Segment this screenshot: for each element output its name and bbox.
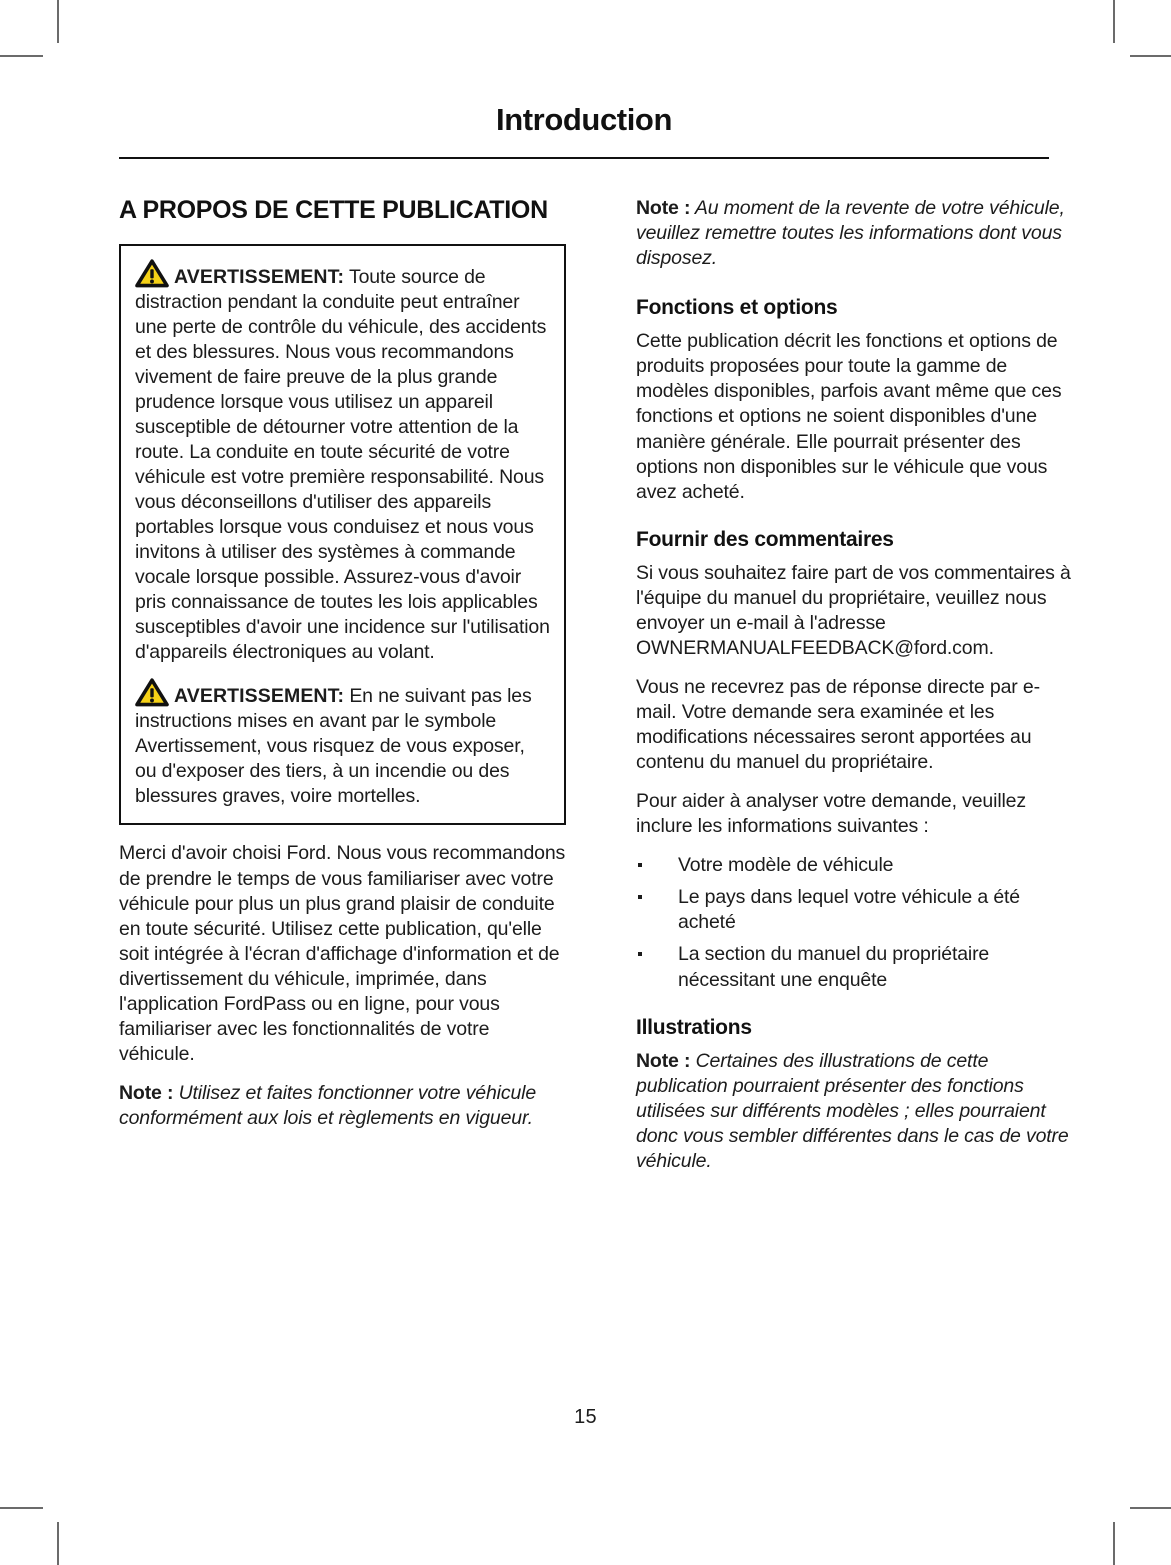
- subheading-features-options: Fonctions et options: [636, 296, 838, 320]
- warning-text-2: En ne suivant pas les instructions mises en avant par le symbole Avertissement, vous risquez de vous exposer, ou d'exposer des tiers, à un incendie ou des blessures graves, voire mortelles.: [135, 685, 532, 808]
- crop-mark-top-left-vertical: [57, 0, 59, 43]
- paragraph-feedback-no-reply: Vous ne recevrez pas de réponse directe par e-mail. Votre demande sera examinée et les modifications nécessaires seront apportées au contenu du manuel du propriétaire.: [636, 676, 1040, 774]
- feedback-info-list: [636, 853, 1079, 992]
- subheading-provide-feedback: Fournir des commentaires: [636, 527, 894, 551]
- crop-mark-bottom-left-vertical: [57, 1522, 59, 1565]
- page-number: 15: [574, 1406, 597, 1428]
- warning-label-2: AVERTISSEMENT:: [174, 685, 345, 708]
- bullet-dot-icon: [638, 952, 642, 956]
- crop-mark-bottom-left-horizontal: [0, 1507, 43, 1509]
- header-divider: [119, 157, 1049, 159]
- crop-mark-top-right-horizontal: [1130, 55, 1171, 57]
- list-item: [636, 885, 1079, 935]
- bullet-dot-icon: [638, 895, 642, 899]
- list-item-label: Le pays dans lequel votre véhicule a été acheté: [678, 886, 1020, 934]
- warning-triangle-icon: [135, 259, 169, 288]
- note-label: Note :: [636, 197, 691, 219]
- left-column: [119, 196, 566, 1188]
- warning-text-1: Toute source de distraction pendant la conduite peut entraîner une perte de contrôle du véhicule, des accidents et des blessures. Nous vous recommandons vivement de faire preuve de la plus grande prudence lorsque vous utilisez un appareil susceptible de détourner votre attention de la route. La conduite en toute sécurité de votre véhicule est votre première responsabilité. Nous vous déconseillons d'utiliser des appareils portables lorsque vous conduisez et nous vous invitons à utiliser des systèmes à commande vocale lorsque possible. Assurez-vous d'avoir pris connaissance de toutes les lois applicables susceptibles d'avoir une incidence sur l'utilisation d'appareils électroniques au volant.: [135, 265, 550, 664]
- subheading-illustrations: Illustrations: [636, 1015, 752, 1039]
- section-heading-about-publication: A PROPOS DE CETTE PUBLICATION: [119, 196, 548, 224]
- warning-paragraph-2: [135, 678, 550, 809]
- paragraph-features-options: Cette publication décrit les fonctions et options de produits proposées pour toute la gamme de modèles disponibles, parfois avant même que ces fonctions et options ne soient disponibles d'une manière générale. Elle pourrait présenter des options non disponibles sur le véhicule que vous avez acheté.: [636, 330, 1062, 503]
- right-column: [636, 196, 1079, 1188]
- list-item-label: Votre modèle de véhicule: [678, 854, 894, 877]
- note-illustrations: [636, 1049, 1079, 1174]
- crop-mark-top-left-horizontal: [0, 55, 43, 57]
- paragraph-feedback-email: Si vous souhaitez faire part de vos commentaires à l'équipe du manuel du propriétaire, veuillez nous envoyer un e-mail à l'adresse OWNERMANUALFEEDBACK@ford.com.: [636, 561, 1071, 659]
- warning-paragraph-1: [135, 259, 550, 666]
- note-text: Au moment de la revente de votre véhicule, veuillez remettre toutes les informations dont vous disposez.: [636, 197, 1065, 270]
- note-text: Certaines des illustrations de cette publication pourraient présenter des fonctions utilisées sur différents modèles ; elles pourraient donc vous sembler différentes dans le cas de votre véhicule.: [636, 1049, 1069, 1172]
- crop-mark-bottom-right-horizontal: [1130, 1507, 1171, 1509]
- note-text: Utilisez et faites fonctionner votre véhicule conformément aux lois et règlements en vigueur.: [119, 1081, 537, 1129]
- list-item: [636, 853, 1079, 878]
- paragraph-thank-you: Merci d'avoir choisi Ford. Nous vous recommandons de prendre le temps de vous familiariser avec votre véhicule pour plus un plus grand plaisir de conduite en toute sécurité. Utilisez cette publication, qu'elle soit intégrée à l'écran d'affichage d'information et de divertissement du véhicule, imprimée, dans l'application FordPass ou en ligne, pour vous familiariser avec les fonctionnalités de votre véhicule.: [119, 842, 566, 1065]
- note-resale: [636, 196, 1079, 271]
- list-item-label: La section du manuel du propriétaire nécessitant une enquête: [678, 943, 990, 991]
- bullet-dot-icon: [638, 863, 642, 867]
- warning-box: [119, 244, 566, 826]
- page-body: [119, 196, 1079, 1188]
- list-item: [636, 942, 1079, 992]
- running-header: [119, 103, 1049, 137]
- paragraph-feedback-include: Pour aider à analyser votre demande, veuillez inclure les informations suivantes :: [636, 790, 1026, 838]
- note-label: Note :: [119, 1081, 174, 1104]
- page-title: Introduction: [496, 102, 672, 137]
- warning-triangle-icon: [135, 678, 169, 707]
- crop-mark-top-right-vertical: [1113, 0, 1115, 43]
- crop-mark-bottom-right-vertical: [1113, 1522, 1115, 1565]
- note-label: Note :: [636, 1049, 691, 1072]
- note-laws-regulations: [119, 1081, 566, 1131]
- warning-label-1: AVERTISSEMENT:: [174, 265, 345, 288]
